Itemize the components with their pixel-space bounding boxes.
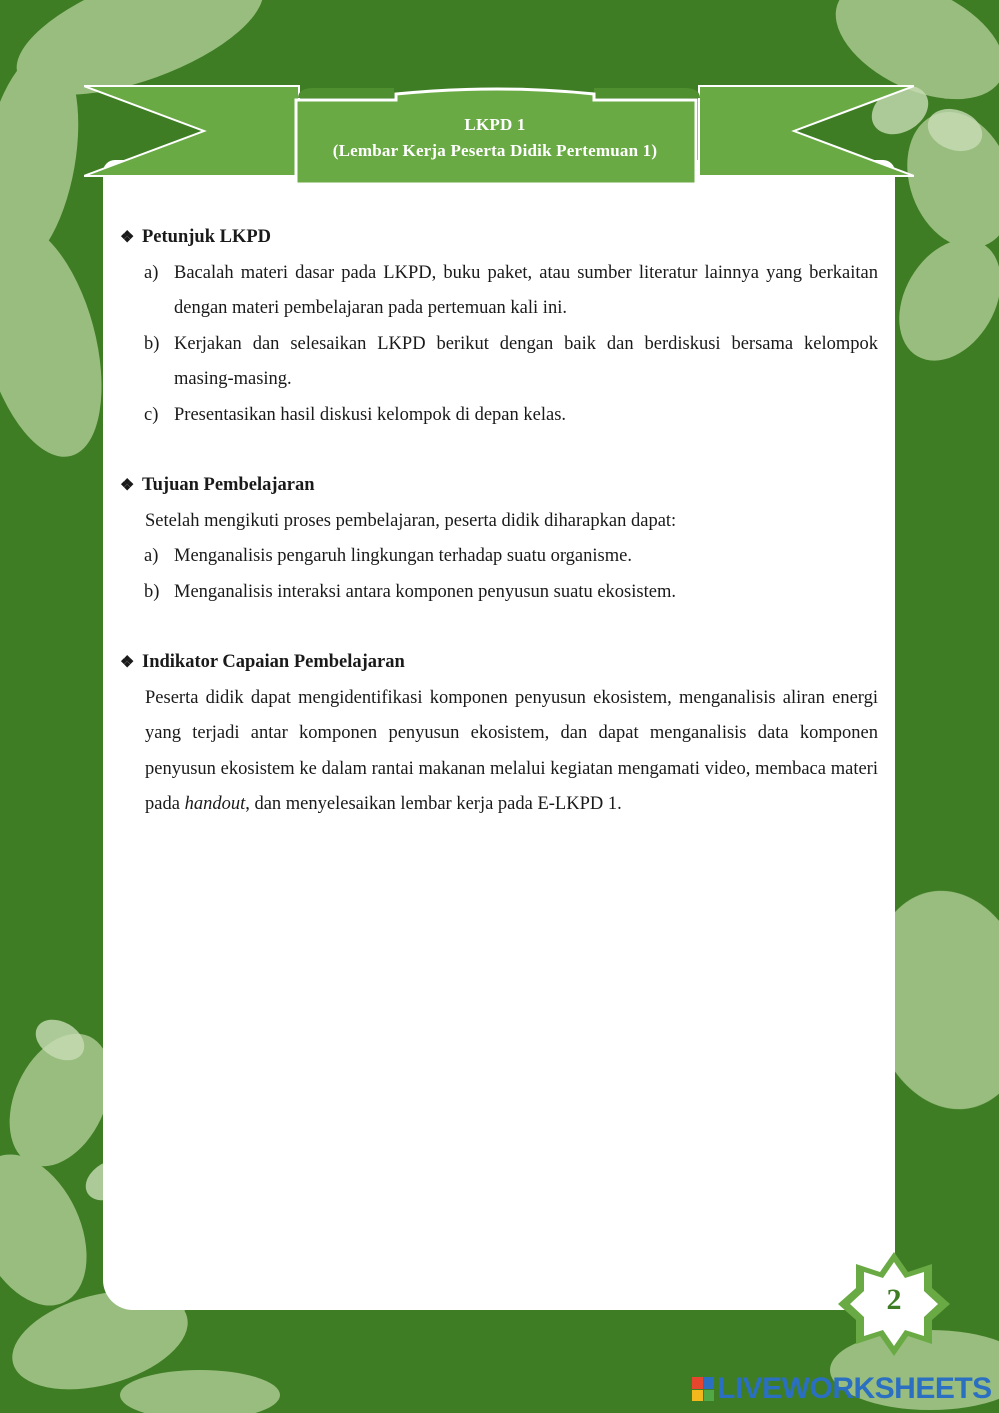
list-marker: b): [144, 333, 160, 354]
section-heading-tujuan: [120, 468, 878, 504]
heading-text: Tujuan Pembelajaran: [142, 475, 315, 495]
list-item: [120, 575, 878, 611]
list-text: Menganalisis interaksi antara komponen penyusun suatu ekosistem.: [174, 581, 676, 602]
section-heading-indikator: [120, 645, 878, 681]
paragraph-text-end: , dan menyelesaikan lembar kerja pada E-LKPD 1.: [245, 794, 622, 814]
list-item: [120, 327, 878, 398]
diamond-bullet-icon: ❖: [120, 477, 135, 495]
section-intro: Setelah mengikuti proses pembelajaran, peserta didik diharapkan dapat:: [145, 510, 677, 531]
section-heading-petunjuk: [120, 220, 878, 256]
page-title: [298, 112, 692, 164]
main-content: [120, 220, 878, 823]
title-line-2: (Lembar Kerja Peserta Didik Pertemuan 1): [332, 141, 658, 160]
spacer: [120, 433, 878, 468]
list-item: [120, 539, 878, 575]
spacer: [120, 610, 878, 645]
watermark: [692, 1374, 992, 1404]
list-text: Presentasikan hasil diskusi kelompok di depan kelas.: [174, 404, 567, 425]
title-line-1: LKPD 1: [464, 115, 526, 134]
heading-text: Petunjuk LKPD: [142, 227, 272, 247]
indikator-paragraph: [120, 681, 878, 823]
list-text: Menganalisis pengaruh lingkungan terhadap suatu organisme.: [174, 546, 632, 566]
paragraph-italic: handout: [184, 794, 246, 814]
diamond-bullet-icon: ❖: [120, 229, 135, 247]
list-marker: a): [144, 262, 159, 283]
heading-text: Indikator Capaian Pembelajaran: [142, 652, 405, 672]
page-number: 2: [886, 1283, 902, 1316]
liveworksheets-logo-icon: [692, 1377, 714, 1401]
diamond-bullet-icon: ❖: [120, 654, 135, 672]
paragraph-text: Peserta didik dapat mengidentifikasi komponen penyusun ekosistem, menganalisis aliran energi yang terjadi antar komponen penyusun ekosistem, dan dapat menganalisis data komponen penyusun ekosistem ke dalam rantai makanan melalui kegiatan mengamati video, membaca materi pada: [145, 687, 878, 814]
list-text: Kerjakan dan selesaikan LKPD berikut dengan baik dan berdiskusi bersama kelompok masing-masing.: [174, 333, 878, 389]
list-item: [120, 256, 878, 327]
list-text: Bacalah materi dasar pada LKPD, buku paket, atau sumber literatur lainnya yang berkaitan dengan materi pembelajaran pada pertemuan kali ini.: [174, 262, 878, 318]
watermark-text: LIVEWORKSHEETS: [717, 1372, 992, 1405]
list-marker: c): [144, 404, 159, 425]
list-marker: b): [144, 581, 160, 602]
list-marker: a): [144, 546, 159, 566]
list-item: [120, 398, 878, 434]
